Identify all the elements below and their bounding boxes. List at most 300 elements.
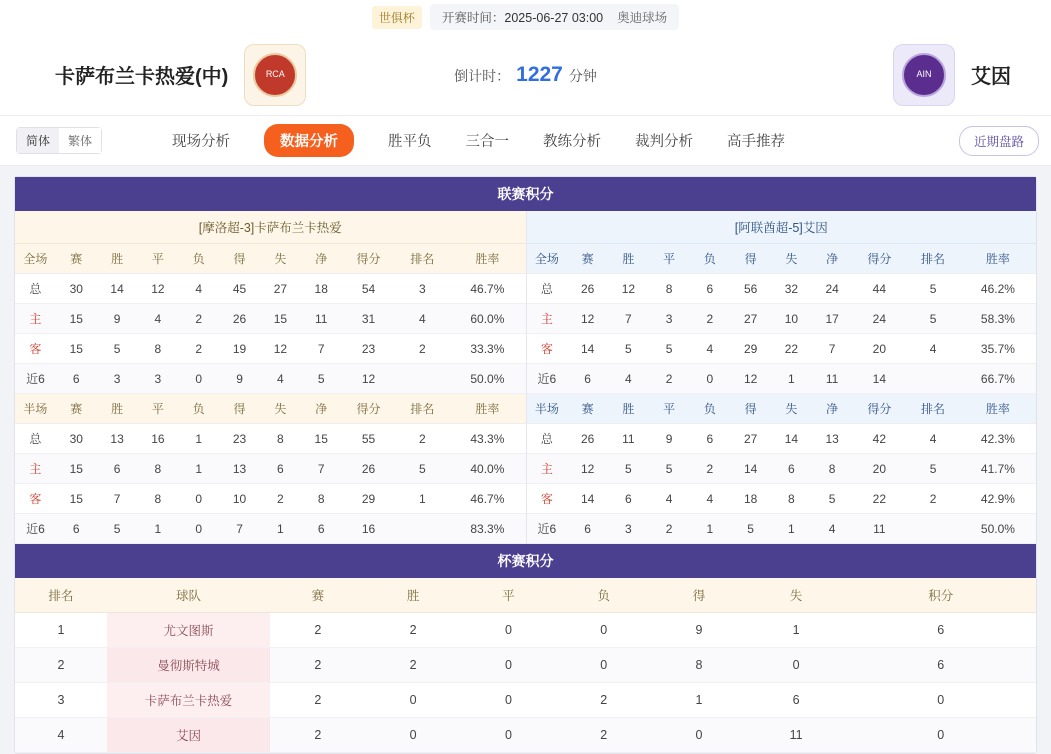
cell: 5 (97, 514, 138, 544)
cell: 5 (649, 454, 690, 484)
cell: 13 (97, 424, 138, 454)
th-cup-gf: 得 (651, 578, 746, 613)
row-label: 近6 (15, 364, 56, 394)
cell: 14 (567, 334, 608, 364)
tab-three-in-one[interactable]: 三合一 (465, 134, 510, 150)
table-row (527, 454, 1037, 484)
th-home-half-3: 平 (137, 394, 178, 424)
row-label: 近6 (15, 514, 56, 544)
cell: 8 (260, 424, 301, 454)
table-header-row (15, 578, 1036, 613)
row-label: 总 (527, 274, 568, 304)
cell: 26 (567, 424, 608, 454)
cell: 11 (853, 514, 907, 544)
th-away-full-1: 赛 (567, 244, 608, 274)
th-home-full-2: 胜 (97, 244, 138, 274)
cell: 4 (906, 424, 960, 454)
cell: 11 (747, 718, 846, 753)
th-home-half-4: 负 (178, 394, 219, 424)
cell: 0 (178, 514, 219, 544)
cell: 11 (608, 424, 649, 454)
cell: 2 (395, 424, 449, 454)
cell: 7 (301, 454, 342, 484)
cell: 0 (690, 364, 731, 394)
cell: 4 (395, 304, 449, 334)
cell: 3 (97, 364, 138, 394)
cell: 2 (556, 683, 651, 718)
cell: 35.7% (960, 334, 1036, 364)
main-navbar (0, 116, 1051, 166)
tab-expert-picks[interactable]: 高手推荐 (727, 134, 786, 150)
cell: 20 (853, 334, 907, 364)
th-away-half-7: 净 (812, 394, 853, 424)
cell: 23 (219, 424, 260, 454)
row-label: 总 (15, 424, 56, 454)
th-away-half-10: 胜率 (960, 394, 1036, 424)
th-cup-draw: 平 (461, 578, 556, 613)
cell: 24 (853, 304, 907, 334)
cell: 0 (178, 484, 219, 514)
th-away-full-7: 净 (812, 244, 853, 274)
cup-team-name[interactable]: 曼彻斯特城 (107, 648, 270, 683)
cell: 5 (906, 454, 960, 484)
cell: 14 (771, 424, 812, 454)
th-away-half-3: 平 (649, 394, 690, 424)
cell: 12 (567, 304, 608, 334)
cell: 26 (342, 454, 396, 484)
cell (906, 364, 960, 394)
cell: 11 (301, 304, 342, 334)
cell: 16 (342, 514, 396, 544)
cell: 30 (56, 274, 97, 304)
away-full-time-table (527, 244, 1037, 394)
cell: 0 (461, 613, 556, 648)
tab-win-draw-lose[interactable]: 胜平负 (388, 134, 432, 150)
table-row (527, 514, 1037, 544)
cell: 10 (771, 304, 812, 334)
cup-team-name[interactable]: 艾因 (107, 718, 270, 753)
table-header-row (15, 244, 526, 274)
cell: 15 (56, 454, 97, 484)
cell: 2 (649, 364, 690, 394)
table-header-row (527, 394, 1037, 424)
th-cup-lose: 负 (556, 578, 651, 613)
cell: 1 (137, 514, 178, 544)
teams-header (0, 34, 1051, 116)
table-row (15, 613, 1036, 648)
home-full-time-table (15, 244, 526, 394)
cell: 22 (853, 484, 907, 514)
home-league-subtitle: [摩洛超-3]卡萨布兰卡热爱 (15, 211, 526, 244)
cell: 2 (690, 304, 731, 334)
cell: 1 (178, 454, 219, 484)
cell: 0 (461, 718, 556, 753)
cell: 8 (812, 454, 853, 484)
th-home-full-5: 得 (219, 244, 260, 274)
cell: 13 (812, 424, 853, 454)
cell: 3 (649, 304, 690, 334)
th-home-half-5: 得 (219, 394, 260, 424)
cell: 43.3% (449, 424, 525, 454)
th-home-half-8: 得分 (342, 394, 396, 424)
table-row (15, 514, 526, 544)
th-home-full-1: 赛 (56, 244, 97, 274)
cell: 6 (690, 424, 731, 454)
table-row (527, 364, 1037, 394)
cell: 50.0% (960, 514, 1036, 544)
cup-tag: 世俱杯 (372, 6, 422, 29)
th-home-full-6: 失 (260, 244, 301, 274)
cell: 5 (301, 364, 342, 394)
cell: 15 (56, 304, 97, 334)
cell: 2 (270, 648, 365, 683)
away-crest-inner: AIN (902, 53, 946, 97)
cup-rank: 4 (15, 718, 107, 753)
cell: 2 (556, 718, 651, 753)
th-home-full-8: 得分 (342, 244, 396, 274)
kickoff-time: 2025-06-27 03:00 (504, 11, 604, 25)
cell: 2 (649, 514, 690, 544)
cell: 4 (906, 334, 960, 364)
th-home-full-3: 平 (137, 244, 178, 274)
countdown (0, 63, 1051, 87)
stats-card (14, 176, 1037, 754)
cell: 15 (301, 424, 342, 454)
cell: 29 (730, 334, 771, 364)
table-row (15, 334, 526, 364)
cell: 12 (567, 454, 608, 484)
row-label: 近6 (527, 514, 568, 544)
cell: 12 (608, 274, 649, 304)
tab-referee-analysis[interactable]: 裁判分析 (635, 134, 694, 150)
cell: 4 (608, 364, 649, 394)
row-label: 客 (15, 484, 56, 514)
cell: 4 (260, 364, 301, 394)
away-half-time-table (527, 394, 1037, 544)
cell: 42 (853, 424, 907, 454)
th-away-full-4: 负 (690, 244, 731, 274)
cell: 12 (730, 364, 771, 394)
language-toggle[interactable] (16, 127, 102, 154)
cell: 8 (651, 648, 746, 683)
cell: 0 (556, 648, 651, 683)
table-row (15, 454, 526, 484)
cell: 66.7% (960, 364, 1036, 394)
cell: 6 (771, 454, 812, 484)
cell: 6 (567, 514, 608, 544)
cell: 9 (651, 613, 746, 648)
kickoff-label: 开赛时间： (441, 11, 505, 25)
th-away-full-6: 失 (771, 244, 812, 274)
th-home-half-0: 半场 (15, 394, 56, 424)
cell: 7 (301, 334, 342, 364)
table-row (527, 274, 1037, 304)
table-row (15, 424, 526, 454)
table-row (15, 274, 526, 304)
cell: 20 (853, 454, 907, 484)
th-away-half-6: 失 (771, 394, 812, 424)
league-home-column (15, 211, 526, 544)
cup-team-name[interactable]: 尤文图斯 (107, 613, 270, 648)
th-home-half-10: 胜率 (449, 394, 525, 424)
cell: 12 (137, 274, 178, 304)
lang-simplified[interactable]: 简体 (17, 128, 59, 153)
league-split (15, 211, 1036, 544)
cell: 2 (270, 613, 365, 648)
th-away-half-2: 胜 (608, 394, 649, 424)
cell: 7 (608, 304, 649, 334)
cell: 3 (137, 364, 178, 394)
tab-live-analysis[interactable]: 现场分析 (172, 134, 231, 150)
cell: 6 (845, 613, 1036, 648)
cell: 4 (137, 304, 178, 334)
cell: 50.0% (449, 364, 525, 394)
row-label: 总 (527, 424, 568, 454)
cell: 27 (260, 274, 301, 304)
countdown-unit: 分钟 (568, 67, 597, 84)
th-home-full-7: 净 (301, 244, 342, 274)
table-row (15, 484, 526, 514)
table-row (15, 364, 526, 394)
row-label: 客 (527, 484, 568, 514)
th-home-half-7: 净 (301, 394, 342, 424)
row-label: 主 (527, 454, 568, 484)
cell: 45 (219, 274, 260, 304)
row-label: 近6 (527, 364, 568, 394)
cell: 0 (747, 648, 846, 683)
cell: 16 (137, 424, 178, 454)
cell: 1 (771, 514, 812, 544)
table-row (527, 334, 1037, 364)
th-away-full-9: 排名 (906, 244, 960, 274)
home-team-name: 卡萨布兰卡热爱(中) (55, 66, 229, 88)
home-crest-inner: RCA (253, 53, 297, 97)
cell (395, 364, 449, 394)
cell: 32 (771, 274, 812, 304)
cell: 14 (730, 454, 771, 484)
row-label: 客 (527, 334, 568, 364)
cell: 2 (178, 334, 219, 364)
cell: 8 (137, 334, 178, 364)
cell (906, 514, 960, 544)
cell: 46.7% (449, 274, 525, 304)
row-label: 主 (15, 454, 56, 484)
cell: 83.3% (449, 514, 525, 544)
th-cup-win: 胜 (366, 578, 461, 613)
cell: 4 (812, 514, 853, 544)
table-row (527, 304, 1037, 334)
venue-name: 奥迪球场 (617, 11, 668, 25)
cell: 0 (366, 683, 461, 718)
cell: 56 (730, 274, 771, 304)
cell: 14 (567, 484, 608, 514)
home-half-time-table (15, 394, 526, 544)
cell: 0 (461, 648, 556, 683)
cell: 1 (395, 484, 449, 514)
cell: 14 (97, 274, 138, 304)
th-home-half-1: 赛 (56, 394, 97, 424)
cell: 24 (812, 274, 853, 304)
th-cup-pts: 积分 (845, 578, 1036, 613)
cell: 14 (853, 364, 907, 394)
nav-items (172, 124, 785, 157)
table-row (527, 424, 1037, 454)
cell: 0 (556, 613, 651, 648)
cell: 5 (608, 454, 649, 484)
th-cup-team: 球队 (107, 578, 270, 613)
cell: 29 (342, 484, 396, 514)
cell: 11 (812, 364, 853, 394)
cell: 1 (747, 613, 846, 648)
cell: 22 (771, 334, 812, 364)
cell: 27 (730, 424, 771, 454)
cell: 2 (260, 484, 301, 514)
cell: 1 (178, 424, 219, 454)
cup-standings-table (15, 578, 1036, 753)
top-info-bar (0, 0, 1051, 34)
away-team-name: 艾因 (971, 66, 1011, 88)
cell: 7 (812, 334, 853, 364)
cell: 3 (395, 274, 449, 304)
cell: 6 (301, 514, 342, 544)
cell (395, 514, 449, 544)
cell: 41.7% (960, 454, 1036, 484)
cell: 4 (649, 484, 690, 514)
table-row (15, 683, 1036, 718)
cell: 1 (771, 364, 812, 394)
th-away-half-8: 得分 (853, 394, 907, 424)
cell: 5 (608, 334, 649, 364)
cell: 60.0% (449, 304, 525, 334)
cell: 19 (219, 334, 260, 364)
table-row (527, 484, 1037, 514)
th-home-half-9: 排名 (395, 394, 449, 424)
cell: 4 (178, 274, 219, 304)
cell: 46.7% (449, 484, 525, 514)
cell: 2 (178, 304, 219, 334)
cell: 26 (567, 274, 608, 304)
cell: 46.2% (960, 274, 1036, 304)
th-away-full-10: 胜率 (960, 244, 1036, 274)
cell: 2 (366, 613, 461, 648)
cell: 7 (219, 514, 260, 544)
lang-traditional[interactable]: 繁体 (59, 128, 101, 153)
cell: 58.3% (960, 304, 1036, 334)
match-meta (430, 4, 679, 30)
cell: 6 (845, 648, 1036, 683)
recent-odds-button[interactable]: 近期盘路 (959, 126, 1039, 156)
th-away-full-3: 平 (649, 244, 690, 274)
cell: 0 (845, 683, 1036, 718)
th-away-full-0: 全场 (527, 244, 568, 274)
cell: 44 (853, 274, 907, 304)
cell: 2 (906, 484, 960, 514)
th-cup-ga: 失 (747, 578, 846, 613)
cell: 4 (690, 484, 731, 514)
tab-data-analysis[interactable]: 数据分析 (264, 124, 354, 157)
row-label: 主 (527, 304, 568, 334)
countdown-label: 倒计时： (454, 67, 511, 84)
cup-team-name[interactable]: 卡萨布兰卡热爱 (107, 683, 270, 718)
cell: 0 (651, 718, 746, 753)
row-label: 主 (15, 304, 56, 334)
cell: 5 (730, 514, 771, 544)
cell: 8 (137, 454, 178, 484)
cell: 5 (812, 484, 853, 514)
cell: 17 (812, 304, 853, 334)
table-row (15, 304, 526, 334)
cell: 23 (342, 334, 396, 364)
cell: 6 (56, 364, 97, 394)
cell: 10 (219, 484, 260, 514)
table-row (15, 648, 1036, 683)
league-points-title: 联赛积分 (15, 177, 1036, 211)
cell: 15 (56, 334, 97, 364)
cell: 5 (395, 454, 449, 484)
cup-points-title: 杯赛积分 (15, 544, 1036, 578)
cell: 31 (342, 304, 396, 334)
cell: 0 (845, 718, 1036, 753)
cell: 42.3% (960, 424, 1036, 454)
th-away-full-2: 胜 (608, 244, 649, 274)
cell: 6 (567, 364, 608, 394)
th-cup-played: 赛 (270, 578, 365, 613)
th-home-half-6: 失 (260, 394, 301, 424)
cell: 1 (260, 514, 301, 544)
cell: 9 (219, 364, 260, 394)
cell: 6 (260, 454, 301, 484)
cell: 0 (366, 718, 461, 753)
th-away-half-9: 排名 (906, 394, 960, 424)
cell: 0 (461, 683, 556, 718)
cell: 2 (395, 334, 449, 364)
cell: 8 (771, 484, 812, 514)
th-away-half-0: 半场 (527, 394, 568, 424)
th-home-half-2: 胜 (97, 394, 138, 424)
cell: 12 (260, 334, 301, 364)
cup-rank: 3 (15, 683, 107, 718)
tab-coach-analysis[interactable]: 教练分析 (543, 134, 602, 150)
cell: 0 (178, 364, 219, 394)
cell: 8 (649, 274, 690, 304)
cell: 3 (608, 514, 649, 544)
cell: 2 (270, 683, 365, 718)
cell: 1 (690, 514, 731, 544)
th-home-full-0: 全场 (15, 244, 56, 274)
cell: 27 (730, 304, 771, 334)
th-away-half-1: 赛 (567, 394, 608, 424)
cell: 30 (56, 424, 97, 454)
cell: 2 (366, 648, 461, 683)
cell: 5 (649, 334, 690, 364)
cup-rank: 2 (15, 648, 107, 683)
table-row (15, 718, 1036, 753)
cell: 18 (730, 484, 771, 514)
cell: 6 (97, 454, 138, 484)
th-home-full-4: 负 (178, 244, 219, 274)
cell: 6 (608, 484, 649, 514)
row-label: 客 (15, 334, 56, 364)
cell: 2 (270, 718, 365, 753)
th-home-full-9: 排名 (395, 244, 449, 274)
table-header-row (15, 394, 526, 424)
cell: 54 (342, 274, 396, 304)
cell: 7 (97, 484, 138, 514)
cell: 2 (690, 454, 731, 484)
cell: 15 (260, 304, 301, 334)
cell: 15 (56, 484, 97, 514)
cell: 18 (301, 274, 342, 304)
